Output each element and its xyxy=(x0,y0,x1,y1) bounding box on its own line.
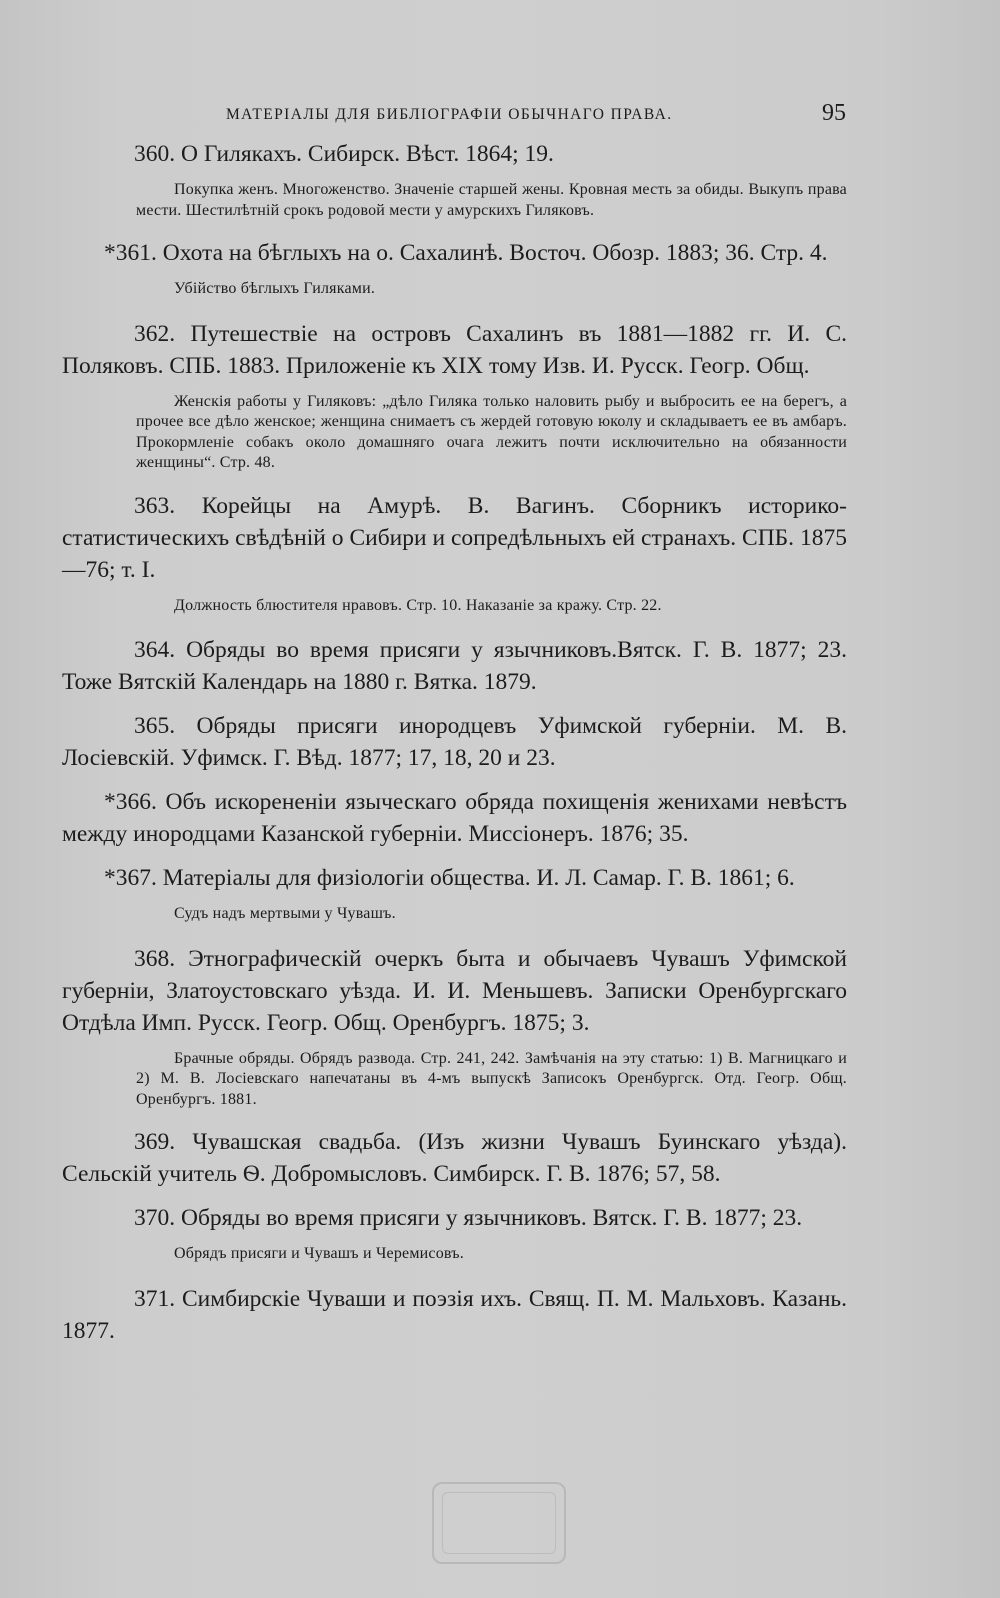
entry-367: *367. Матеріалы для физіологіи общества. И. Л. Самар. Г. В. 1861; 6. xyxy=(104,865,795,891)
entry-361-note: Убійство бѣглыхъ Гиляками. xyxy=(174,280,376,297)
entry-364: 364. Обряды во время присяги у язычниковъ.Вятск. Г. В. 1877; 23. Тоже Вятскій Календарь на 1880 г. Вятка. 1879. xyxy=(62,637,847,695)
entry-362-note: Женскія работы у Гиляковъ: „дѣло Гиляка только наловить рыбу и выбросить ее на берегъ, а прочее все дѣло женское; женщина снимаетъ съ жердей готовую юколу и складываетъ ее въ амбаръ. Прокормленіе собакъ около домашняго очага лежитъ почти исключительно на обязанности женщины“. Стр. 48. xyxy=(136,392,847,471)
entry-363-note: Должность блюстителя нравовъ. Стр. 10. Наказаніе за кражу. Стр. 22. xyxy=(174,596,662,614)
entry-369: 369. Чувашская свадьба. (Изъ жизни Чувашъ Буинскаго уѣзда). Сельскій учитель Ѳ. Добромысловъ. Симбирск. Г. В. 1876; 57, 58. xyxy=(62,1129,847,1187)
entry-371: 371. Симбирскіе Чуваши и поэзія ихъ. Свящ. П. М. Мальховъ. Казань. 1877. xyxy=(62,1285,847,1344)
entry-370: 370. Обряды во время присяги у язычниковъ. Вятск. Г. В. 1877; 23. xyxy=(134,1205,803,1231)
library-stamp xyxy=(432,1482,566,1564)
entry-370-note: Обрядъ присяги и Чувашъ и Черемисовъ. xyxy=(174,1245,464,1262)
entry-368-note: Брачные обряды. Обрядъ развода. Стр. 241, 242. Замѣчанія на эту статью: 1) В. Магницкаго и 2) М. В. Лосіевскаго напечатаны въ 4-мъ выпускѣ Записокъ Оренбургск. Отд. Геогр. Общ. Оренбургъ. 1881. xyxy=(136,1049,847,1108)
entry-361: *361. Охота на бѣглыхъ на о. Сахалинѣ. Восточ. Обозр. 1883; 36. Стр. 4. xyxy=(104,240,828,266)
entry-360: 360. О Гилякахъ. Сибирск. Вѣст. 1864; 19. xyxy=(134,141,554,167)
page-header xyxy=(136,100,846,130)
entry-368: 368. Этнографическій очеркъ быта и обычаевъ Чувашъ Уфимской губерніи, Златоустовскаго уѣзда. И. И. Меньшевъ. Записки Оренбургскаго Отдѣла Имп. Русск. Геогр. Общ. Оренбургъ. 1875; 3. xyxy=(62,945,847,1036)
entry-362: 362. Путешествіе на островъ Сахалинъ въ 1881—1882 гг. И. С. Поляковъ. СПБ. 1883. Приложеніе къ XIX тому Изв. И. Русск. Геогр. Общ. xyxy=(62,320,847,379)
running-title: МАТЕРІАЛЫ ДЛЯ БИБЛІОГРАФІИ ОБЫЧНАГО ПРАВА. xyxy=(226,106,673,123)
entry-360-note: Покупка женъ. Многоженство. Значеніе старшей жены. Кровная месть за обиды. Выкупъ права мести. Шестилѣтній срокъ родовой мести у амурскихъ Гиляковъ. xyxy=(136,181,847,219)
page-number: 95 xyxy=(822,100,846,126)
entry-366: *366. Объ искорененіи языческаго обряда похищенія женихами невѣстъ между инородцами Казанской губерніи. Миссіонеръ. 1876; 35. xyxy=(62,789,847,847)
library-stamp-inner xyxy=(442,1492,556,1554)
entry-365: 365. Обряды присяги инородцевъ Уфимской губерніи. М. В. Лосіевскій. Уфимск. Г. Вѣд. 1877; 17, 18, 20 и 23. xyxy=(62,713,847,771)
entry-367-note: Судъ надъ мертвыми у Чувашъ. xyxy=(174,905,396,922)
page-body xyxy=(62,138,847,1347)
entry-363: 363. Корейцы на Амурѣ. В. Вагинъ. Сборникъ историко-статистическихъ свѣдѣній о Сибири и сопредѣльныхъ ей странахъ. СПБ. 1875—76; т. I. xyxy=(62,492,847,583)
